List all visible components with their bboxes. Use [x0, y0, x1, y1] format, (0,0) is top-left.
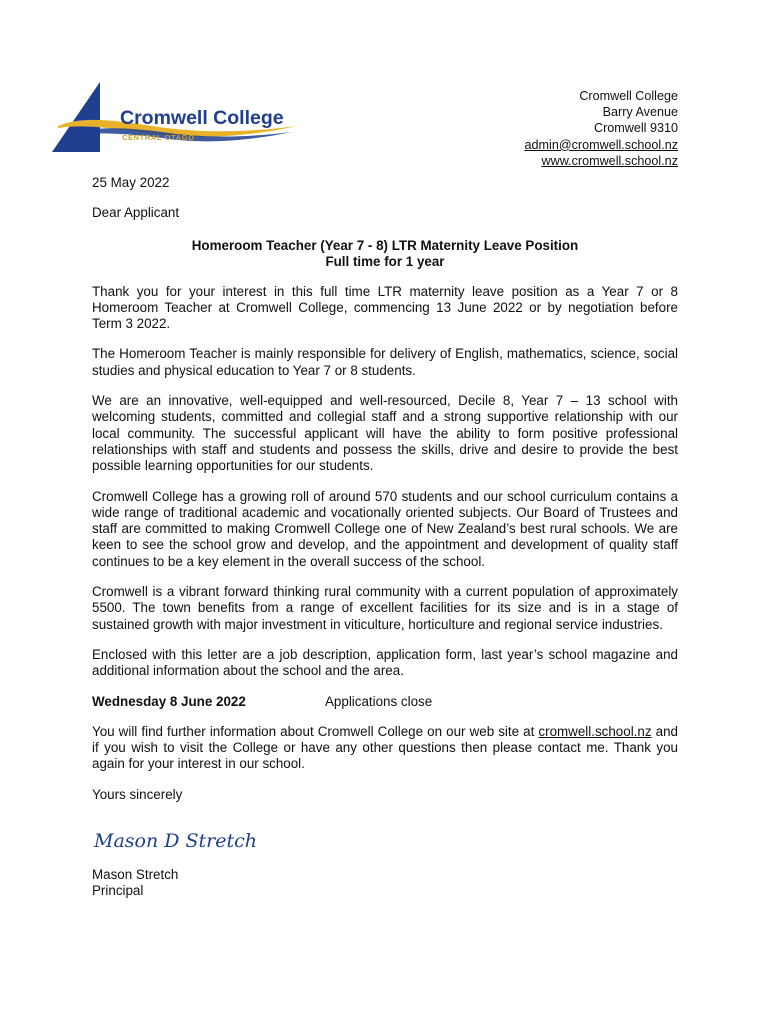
position-heading	[92, 238, 678, 270]
logo-triangle	[52, 82, 100, 152]
school-website-link[interactable]: cromwell.school.nz	[538, 723, 652, 739]
website-link[interactable]: www.cromwell.school.nz	[541, 153, 678, 168]
close-label: Applications close	[325, 693, 433, 709]
signature	[92, 817, 678, 865]
salutation: Dear Applicant	[92, 205, 180, 221]
signature-image	[92, 817, 292, 865]
signer-title: Principal	[92, 883, 144, 899]
signoff: Yours sincerely	[92, 786, 183, 802]
paragraph-roll: Cromwell College has a growing roll of around 570 students and our school curriculum contains a wide range of traditional academic and vocationally oriented subjects. Our Board of Trustees and staff are committed to making Cromwell College one of New Zealand’s best rural schools. We are keen to see the school grow and develop, and the appointment and development of quality staff continues to be a key element in the overall success of the school.	[92, 488, 678, 569]
further-info-text: You will find further information about Cromwell College on our web site at	[92, 723, 535, 739]
paragraph-responsibilities: The Homeroom Teacher is mainly responsible for delivery of English, mathematics, science, social studies and physical education to Year 7 or 8 students.	[92, 346, 678, 378]
paragraph-enclosed: Enclosed with this letter are a job description, application form, last year’s school magazine and additional information about the school and the area.	[92, 646, 678, 679]
paragraph-school: We are an innovative, well-equipped and well-resourced, Decile 8, Year 7 – 13 school with welcoming students, committed and collegial staff and a strong supportive relationship with our local community. The successful applicant will have the ability to form positive professional relationships with staff and students and possess the skills, drive and desire to provide the best possible learning opportunities for our students.	[92, 393, 678, 474]
paragraph-intro: Thank you for your interest in this full time LTR maternity leave position as a Year 7 or 8 Homeroom Teacher at Cromwell College, commencing 13 June 2022 or by negotiation before Term 3 2022.	[92, 283, 678, 332]
logo-subtitle: CENTRAL OTAGO	[122, 133, 195, 142]
heading-line2: Full time for 1 year	[325, 253, 445, 269]
applications-close-row	[92, 694, 678, 710]
paragraph-further-info	[92, 724, 678, 773]
heading-line1: Homeroom Teacher (Year 7 - 8) LTR Maternity Leave Position	[191, 237, 579, 253]
college-logo	[52, 82, 302, 154]
email-link[interactable]: admin@cromwell.school.nz	[524, 137, 678, 152]
letter-date: 25 May 2022	[92, 175, 170, 190]
paragraph-community: Cromwell is a vibrant forward thinking rural community with a current population of approximately 5500. The town benefits from a range of excellent facilities for its size and is in a stage of sustained growth with major investment in viticulture, horticulture and regional service industries.	[92, 584, 678, 632]
close-date: Wednesday 8 June 2022	[92, 693, 246, 709]
signer-name: Mason Stretch	[92, 867, 179, 883]
svg-text:Mason D Stretch: Mason D Stretch	[94, 830, 258, 853]
address-line-street: Barry Avenue	[602, 105, 678, 120]
letter-body	[92, 175, 678, 900]
address-block	[525, 88, 678, 169]
address-line-college: Cromwell College	[579, 89, 678, 103]
further-info-text-2: and if you wish to visit the College or have any other questions then please contact me. Thank you again for your interest in our school.	[92, 723, 678, 772]
logo-name: Cromwell College	[120, 107, 284, 129]
address-line-town: Cromwell 9310	[594, 121, 678, 136]
